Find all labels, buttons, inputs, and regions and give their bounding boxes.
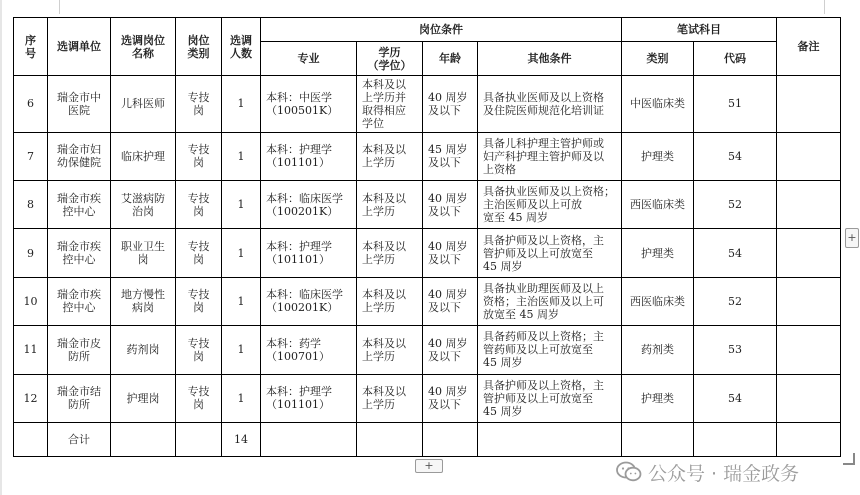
cell-major[interactable]: 本科：药学 （100701）: [261, 326, 357, 374]
watermark-text: 公众号 · 瑞金政务: [648, 462, 800, 485]
total-type-cell[interactable]: [176, 422, 222, 456]
cell-count[interactable]: 1: [222, 326, 261, 374]
cell-seq[interactable]: 9: [14, 229, 48, 277]
cell-seq[interactable]: 10: [14, 277, 48, 325]
cell-exam-category[interactable]: 药剂类: [622, 326, 694, 374]
cell-unit[interactable]: 瑞金市中 医院: [48, 76, 111, 133]
cell-exam-category[interactable]: 中医临床类: [622, 76, 694, 133]
total-empty-cell[interactable]: [777, 422, 841, 456]
total-empty-cell[interactable]: [694, 422, 777, 456]
watermark: [616, 458, 799, 486]
cell-exam-code[interactable]: 54: [694, 132, 777, 180]
total-label[interactable]: 合计: [48, 422, 111, 456]
header-count: 选调 人数: [222, 18, 261, 76]
cell-education[interactable]: 本科及以 上学历: [357, 326, 423, 374]
cell-unit[interactable]: 瑞金市疾 控中心: [48, 181, 111, 229]
total-count[interactable]: 14: [222, 422, 261, 456]
cell-position[interactable]: 护理岗: [111, 374, 176, 422]
cell-remark[interactable]: [777, 374, 841, 422]
total-empty-cell[interactable]: [423, 422, 478, 456]
total-empty-cell[interactable]: [357, 422, 423, 456]
recruitment-table: [13, 17, 841, 457]
cell-exam-category[interactable]: 西医临床类: [622, 277, 694, 325]
cell-count[interactable]: 1: [222, 229, 261, 277]
total-seq-cell[interactable]: [14, 422, 48, 456]
cell-major[interactable]: 本科：护理学 （101101）: [261, 374, 357, 422]
header-seq: 序 号: [14, 18, 48, 76]
cell-exam-code[interactable]: 51: [694, 76, 777, 133]
total-empty-cell[interactable]: [622, 422, 694, 456]
cell-other[interactable]: 具备执业医师及以上资格； 主治医师及以上可放 宽至 45 周岁: [478, 181, 622, 229]
cell-type[interactable]: 专技 岗: [176, 374, 222, 422]
cell-position[interactable]: 临床护理: [111, 132, 176, 180]
cell-education[interactable]: 本科及以 上学历: [357, 277, 423, 325]
cell-position[interactable]: 地方慢性 病岗: [111, 277, 176, 325]
header-remarks: 备注: [777, 18, 841, 76]
cell-type[interactable]: 专技 岗: [176, 132, 222, 180]
cell-unit[interactable]: 瑞金市疾 控中心: [48, 277, 111, 325]
cell-education[interactable]: 本科及以 上学历: [357, 132, 423, 180]
cell-other[interactable]: 具备儿科护理主管护师或 妇产科护理主管护师及以 上资格: [478, 132, 622, 180]
cell-position[interactable]: 药剂岗: [111, 326, 176, 374]
table-row: [14, 132, 841, 180]
cell-other[interactable]: 具备护师及以上资格，主 管护师及以上可放宽至 45 周岁: [478, 374, 622, 422]
cell-major[interactable]: 本科：临床医学 （100201K）: [261, 277, 357, 325]
cell-other[interactable]: 具备药师及以上资格；主 管药师及以上可放宽至 45 周岁: [478, 326, 622, 374]
cell-exam-code[interactable]: 53: [694, 326, 777, 374]
header-education: 学历 （学位）: [357, 42, 423, 76]
total-empty-cell[interactable]: [478, 422, 622, 456]
header-exam-code: 代码: [694, 42, 777, 76]
cell-major[interactable]: 本科：护理学 （101101）: [261, 132, 357, 180]
wechat-icon: [616, 461, 642, 483]
cell-exam-category[interactable]: 护理类: [622, 374, 694, 422]
add-row-button[interactable]: +: [415, 459, 443, 473]
cell-age[interactable]: 40 周岁 及以下: [423, 277, 478, 325]
header-age: 年龄: [423, 42, 478, 76]
cell-position[interactable]: 职业卫生 岗: [111, 229, 176, 277]
margin-marker-right: [824, 0, 825, 14]
table-row: [14, 229, 841, 277]
cell-seq[interactable]: 6: [14, 76, 48, 133]
table-row: [14, 374, 841, 422]
cell-age[interactable]: 40 周岁 及以下: [423, 326, 478, 374]
cell-type[interactable]: 专技 岗: [176, 277, 222, 325]
cell-age[interactable]: 40 周岁 及以下: [423, 76, 478, 133]
margin-marker-left: [59, 0, 60, 14]
page-edge: [0, 0, 2, 495]
cell-exam-code[interactable]: 54: [694, 374, 777, 422]
cell-seq[interactable]: 7: [14, 132, 48, 180]
cell-exam-code[interactable]: 54: [694, 229, 777, 277]
cell-unit[interactable]: 瑞金市结 防所: [48, 374, 111, 422]
cell-other[interactable]: 具备执业医师及以上资格 及住院医师规范化培训证: [478, 76, 622, 133]
cell-count[interactable]: 1: [222, 374, 261, 422]
cell-age[interactable]: 40 周岁 及以下: [423, 374, 478, 422]
cell-type[interactable]: 专技 岗: [176, 229, 222, 277]
cell-remark[interactable]: [777, 132, 841, 180]
header-conditions-group: 岗位条件: [261, 18, 622, 42]
cell-exam-code[interactable]: 52: [694, 277, 777, 325]
cell-position[interactable]: 儿科医师: [111, 76, 176, 133]
cell-count[interactable]: 1: [222, 132, 261, 180]
cell-age[interactable]: 40 周岁 及以下: [423, 229, 478, 277]
cell-unit[interactable]: 瑞金市疾 控中心: [48, 229, 111, 277]
cell-remark[interactable]: [777, 326, 841, 374]
cell-type[interactable]: 专技 岗: [176, 326, 222, 374]
cell-age[interactable]: 45 周岁 及以下: [423, 132, 478, 180]
cell-seq[interactable]: 8: [14, 181, 48, 229]
cell-remark[interactable]: [777, 76, 841, 133]
table-row: [14, 326, 841, 374]
cell-education[interactable]: 本科及以 上学历: [357, 374, 423, 422]
cell-seq[interactable]: 11: [14, 326, 48, 374]
cell-unit[interactable]: 瑞金市皮 防所: [48, 326, 111, 374]
header-other: 其他条件: [478, 42, 622, 76]
cell-other[interactable]: 具备护师及以上资格，主 管护师及以上可放宽至 45 周岁: [478, 229, 622, 277]
cell-seq[interactable]: 12: [14, 374, 48, 422]
cell-age[interactable]: 40 周岁 及以下: [423, 181, 478, 229]
cell-exam-category[interactable]: 护理类: [622, 229, 694, 277]
header-position-type: 岗位 类别: [176, 18, 222, 76]
cell-other[interactable]: 具备执业助理医师及以上 资格；主治医师及以上可 放宽至 45 周岁: [478, 277, 622, 325]
header-position-name: 选调岗位 名称: [111, 18, 176, 76]
cell-type[interactable]: 专技 岗: [176, 76, 222, 133]
cell-education[interactable]: 本科及以 上学历: [357, 229, 423, 277]
cell-exam-category[interactable]: 西医临床类: [622, 181, 694, 229]
header-exam-category: 类别: [622, 42, 694, 76]
cell-count[interactable]: 1: [222, 181, 261, 229]
cell-remark[interactable]: [777, 181, 841, 229]
table-row: [14, 181, 841, 229]
cell-count[interactable]: 1: [222, 76, 261, 133]
cell-count[interactable]: 1: [222, 277, 261, 325]
total-empty-cell[interactable]: [261, 422, 357, 456]
cell-unit[interactable]: 瑞金市妇 幼保健院: [48, 132, 111, 180]
document-table-frame: [13, 17, 840, 457]
header-major: 专业: [261, 42, 357, 76]
cell-type[interactable]: 专技 岗: [176, 181, 222, 229]
header-exam-group: 笔试科目: [622, 18, 777, 42]
add-column-button[interactable]: +: [845, 228, 859, 248]
cell-major[interactable]: 本科：中医学 （100501K）: [261, 76, 357, 133]
cell-exam-code[interactable]: 52: [694, 181, 777, 229]
cell-position[interactable]: 艾滋病防 治岗: [111, 181, 176, 229]
table-resize-handle[interactable]: [843, 453, 855, 465]
cell-major[interactable]: 本科：护理学 （101101）: [261, 229, 357, 277]
cell-remark[interactable]: [777, 229, 841, 277]
cell-education[interactable]: 本科及以 上学历: [357, 181, 423, 229]
header-unit: 选调单位: [48, 18, 111, 76]
total-position-cell[interactable]: [111, 422, 176, 456]
cell-education[interactable]: 本科及以 上学历并 取得相应 学位: [357, 76, 423, 133]
cell-major[interactable]: 本科：临床医学 （100201K）: [261, 181, 357, 229]
table-row: [14, 76, 841, 133]
cell-exam-category[interactable]: 护理类: [622, 132, 694, 180]
total-row: [14, 422, 841, 456]
table-row: [14, 277, 841, 325]
cell-remark[interactable]: [777, 277, 841, 325]
